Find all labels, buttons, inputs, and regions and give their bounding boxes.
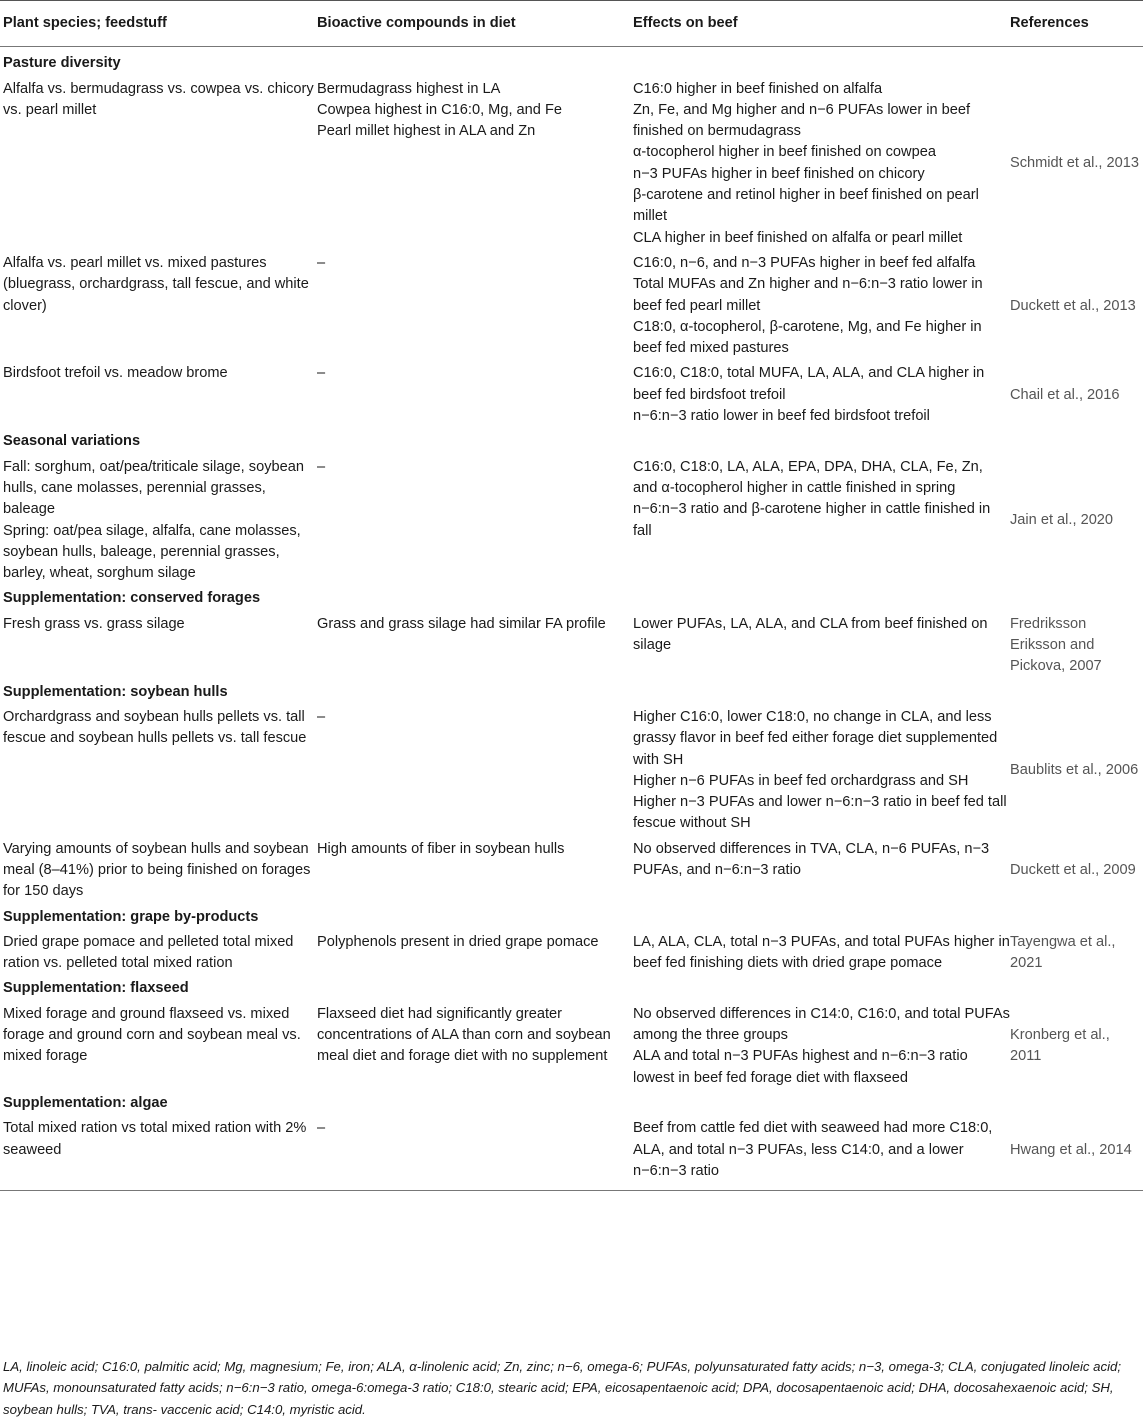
effect-line: No observed differences in TVA, CLA, n−6 PUFAs, n−3 PUFAs, and n−6:n−3 ratio [633,840,990,878]
effect-line: C18:0, α-tocopherol, β-carotene, Mg, and Fe higher in beef fed mixed pastures [633,318,982,357]
table-row [0,253,1143,363]
effect-line: C16:0 higher in beef finished on alfalfa [633,80,883,97]
compound-line: Cowpea highest in C16:0, Mg, and Fe [317,101,562,118]
effects-cell [630,932,1010,979]
feedstuff-text: Dried grape pomace and pelleted total mixed ration vs. pelleted total mixed ration [3,933,294,972]
compound-line: – [317,1120,326,1137]
feedstuff-text: Total mixed ration vs total mixed ration with 2% seaweed [3,1120,307,1158]
compounds-cell [314,707,630,839]
table-row [0,707,1143,839]
effect-line: C16:0, C18:0, total MUFA, LA, ALA, and CLA higher in beef fed birdsfoot trefoil [633,365,985,403]
table-row [0,79,1143,253]
header-bioactive-compounds: Bioactive compounds in diet [314,1,630,47]
compound-line: Polyphenols present in dried grape pomace [317,933,599,950]
compounds-cell [314,614,630,682]
section-title: Seasonal variations [3,433,141,450]
compound-line: – [317,254,326,271]
reference-cell: Fredriksson Eriksson and Pickova, 2007 [1010,615,1102,675]
table-row [0,1004,1143,1093]
feedstuff-text: Birdsfoot trefoil vs. meadow brome [3,365,228,382]
effect-line: Higher n−3 PUFAs and lower n−6:n−3 ratio in beef fed tall fescue without SH [633,794,1007,832]
effect-line: Zn, Fe, and Mg higher and n−6 PUFAs lower in beef finished on bermudagrass [633,101,971,140]
reference-cell: Duckett et al., 2013 [1010,297,1136,314]
section-row [0,47,1143,79]
header-effects-on-beef: Effects on beef [630,1,1010,47]
feedstuff-text: Varying amounts of soybean hulls and soybean meal (8–41%) prior to being finished on forages for 150 days [3,840,311,900]
compounds-cell [314,1118,630,1190]
reference-cell: Kronberg et al., 2011 [1010,1027,1110,1065]
effect-line: CLA higher in beef finished on alfalfa or pearl millet [633,229,963,246]
effect-line: n−6:n−3 ratio lower in beef fed birdsfoot trefoil [633,408,930,425]
header-references: References [1010,1,1143,47]
section-title: Pasture diversity [3,55,121,72]
section-row [0,431,1143,456]
effects-cell [630,614,1010,682]
effect-line: C16:0, n−6, and n−3 PUFAs higher in beef fed alfalfa [633,254,976,271]
section-title: Supplementation: flaxseed [3,980,189,997]
effect-line: Lower PUFAs, LA, ALA, and CLA from beef finished on silage [633,615,988,654]
table-body [0,47,1143,1191]
reference-cell: Jain et al., 2020 [1010,511,1114,528]
effect-line: Higher C16:0, lower C18:0, no change in CLA, and less grassy flavor in beef fed either forage diet supplemented with SH [633,708,998,768]
compound-line: – [317,708,326,725]
effect-line: α-tocopherol higher in beef finished on cowpea [633,144,936,161]
header-row [0,1,1143,47]
feedstuff-cell [0,363,314,431]
table-row [0,839,1143,907]
feedstuff-cell [0,1004,314,1093]
effects-cell [630,1118,1010,1190]
compound-line: Pearl millet highest in ALA and Zn [317,123,536,140]
effects-cell [630,457,1010,589]
table-row [0,614,1143,682]
compounds-cell [314,253,630,363]
effect-line: LA, ALA, CLA, total n−3 PUFAs, and total PUFAs higher in beef fed finishing diets with dried grape pomace [633,933,1010,972]
table-row [0,457,1143,589]
compound-line: Flaxseed diet had significantly greater concentrations of ALA than corn and soybean meal diet and forage diet with no supplement [317,1005,611,1065]
effect-line: ALA and total n−3 PUFAs highest and n−6:n−3 ratio lowest in beef fed forage diet with flaxseed [633,1048,968,1086]
compounds-cell [314,1004,630,1093]
section-row [0,588,1143,613]
effects-cell [630,253,1010,363]
section-title: Supplementation: algae [3,1094,168,1111]
reference-cell: Duckett et al., 2009 [1010,861,1136,878]
effect-line: Higher n−6 PUFAs in beef fed orchardgrass and SH [633,772,969,789]
effect-line: C16:0, C18:0, LA, ALA, EPA, DPA, DHA, CLA, Fe, Zn, and α-tocopherol higher in cattle finished in spring [633,458,983,496]
header-plant-species: Plant species; feedstuff [0,1,314,47]
feedstuff-text: Alfalfa vs. bermudagrass vs. cowpea vs. chicory vs. pearl millet [3,80,314,118]
section-title: Supplementation: conserved forages [3,590,261,607]
reference-cell: Chail et al., 2016 [1010,386,1120,403]
feedstuff-cell [0,457,314,589]
compounds-cell [314,839,630,907]
effect-line: No observed differences in C14:0, C16:0, and total PUFAs among the three groups [633,1005,1010,1044]
section-row [0,978,1143,1003]
reference-cell: Tayengwa et al., 2021 [1010,933,1116,972]
effect-line: n−6:n−3 ratio and β-carotene higher in cattle finished in fall [633,501,991,539]
compound-line: – [317,458,326,475]
section-title: Supplementation: grape by-products [3,908,259,925]
feedstuff-cell [0,707,314,839]
table-footnote: LA, linoleic acid; C16:0, palmitic acid; Mg, magnesium; Fe, iron; ALA, α-linolenic acid; Zn, zinc; n−6, omega-6; PUFAs, polyunsaturated fatty acids; n−3, omega-3; CLA, conjugated linoleic acid; MUFAs, monounsaturated fatty acids; n−6:n−3 ratio, omega-6:omega-3 ratio; C18:0, stearic acid; EPA, eicosapentaenoic acid; DPA, docosapentaenoic acid; DHA, docosahexaenoic acid; SH, soybean hulls; TVA, trans- vaccenic acid; C14:0, myristic acid. [3,1359,1122,1417]
compounds-cell [314,79,630,253]
compound-line: High amounts of fiber in soybean hulls [317,840,565,857]
table-row [0,1118,1143,1190]
table-header [0,1,1143,47]
table-row [0,932,1143,979]
section-row [0,907,1143,932]
feedstuff-text: Mixed forage and ground flaxseed vs. mixed forage and ground corn and soybean meal vs. mixed forage [3,1005,301,1065]
effects-cell [630,839,1010,907]
compounds-cell [314,363,630,431]
section-row [0,1093,1143,1118]
feedstuff-text: Spring: oat/pea silage, alfalfa, cane molasses, soybean hulls, baleage, perennial grasses, barley, wheat, sorghum silage [3,522,301,582]
effects-cell [630,1004,1010,1093]
reference-cell: Baublits et al., 2006 [1010,762,1139,779]
table-row [0,363,1143,431]
feedstuff-cell [0,932,314,979]
effect-line: β-carotene and retinol higher in beef finished on pearl millet [633,187,979,225]
effects-cell [630,363,1010,431]
reference-cell: Hwang et al., 2014 [1010,1118,1143,1190]
compounds-cell [314,457,630,589]
effect-line: Beef from cattle fed diet with seaweed had more C18:0, ALA, and total n−3 PUFAs, less C14:0, and a lower n−6:n−3 ratio [633,1120,993,1179]
section-title: Supplementation: soybean hulls [3,683,228,700]
feedstuff-cell [0,839,314,907]
compound-line: Grass and grass silage had similar FA profile [317,615,606,632]
feedstuff-cell [0,79,314,253]
feedstuff-cell [0,1118,314,1190]
section-row [0,682,1143,707]
compounds-cell [314,932,630,979]
effects-cell [630,79,1010,253]
effects-cell [630,707,1010,839]
feedstuff-text: Fall: sorghum, oat/pea/triticale silage, soybean hulls, cane molasses, perennial grasses, baleage [3,458,304,518]
effect-line: n−3 PUFAs higher in beef finished on chicory [633,165,925,182]
effect-line: Total MUFAs and Zn higher and n−6:n−3 ratio lower in beef fed pearl millet [633,276,983,314]
reference-cell: Schmidt et al., 2013 [1010,155,1139,172]
feedstuff-text: Orchardgrass and soybean hulls pellets vs. tall fescue and soybean hulls pellets vs. tall fescue [3,708,307,747]
feedstuff-cell [0,253,314,363]
compound-line: – [317,365,326,382]
compound-line: Bermudagrass highest in LA [317,80,501,97]
feedstuff-cell [0,614,314,682]
feedstuff-text: Alfalfa vs. pearl millet vs. mixed pastures (bluegrass, orchardgrass, tall fescue, and white clover) [3,254,309,314]
feedstuff-text: Fresh grass vs. grass silage [3,615,185,632]
